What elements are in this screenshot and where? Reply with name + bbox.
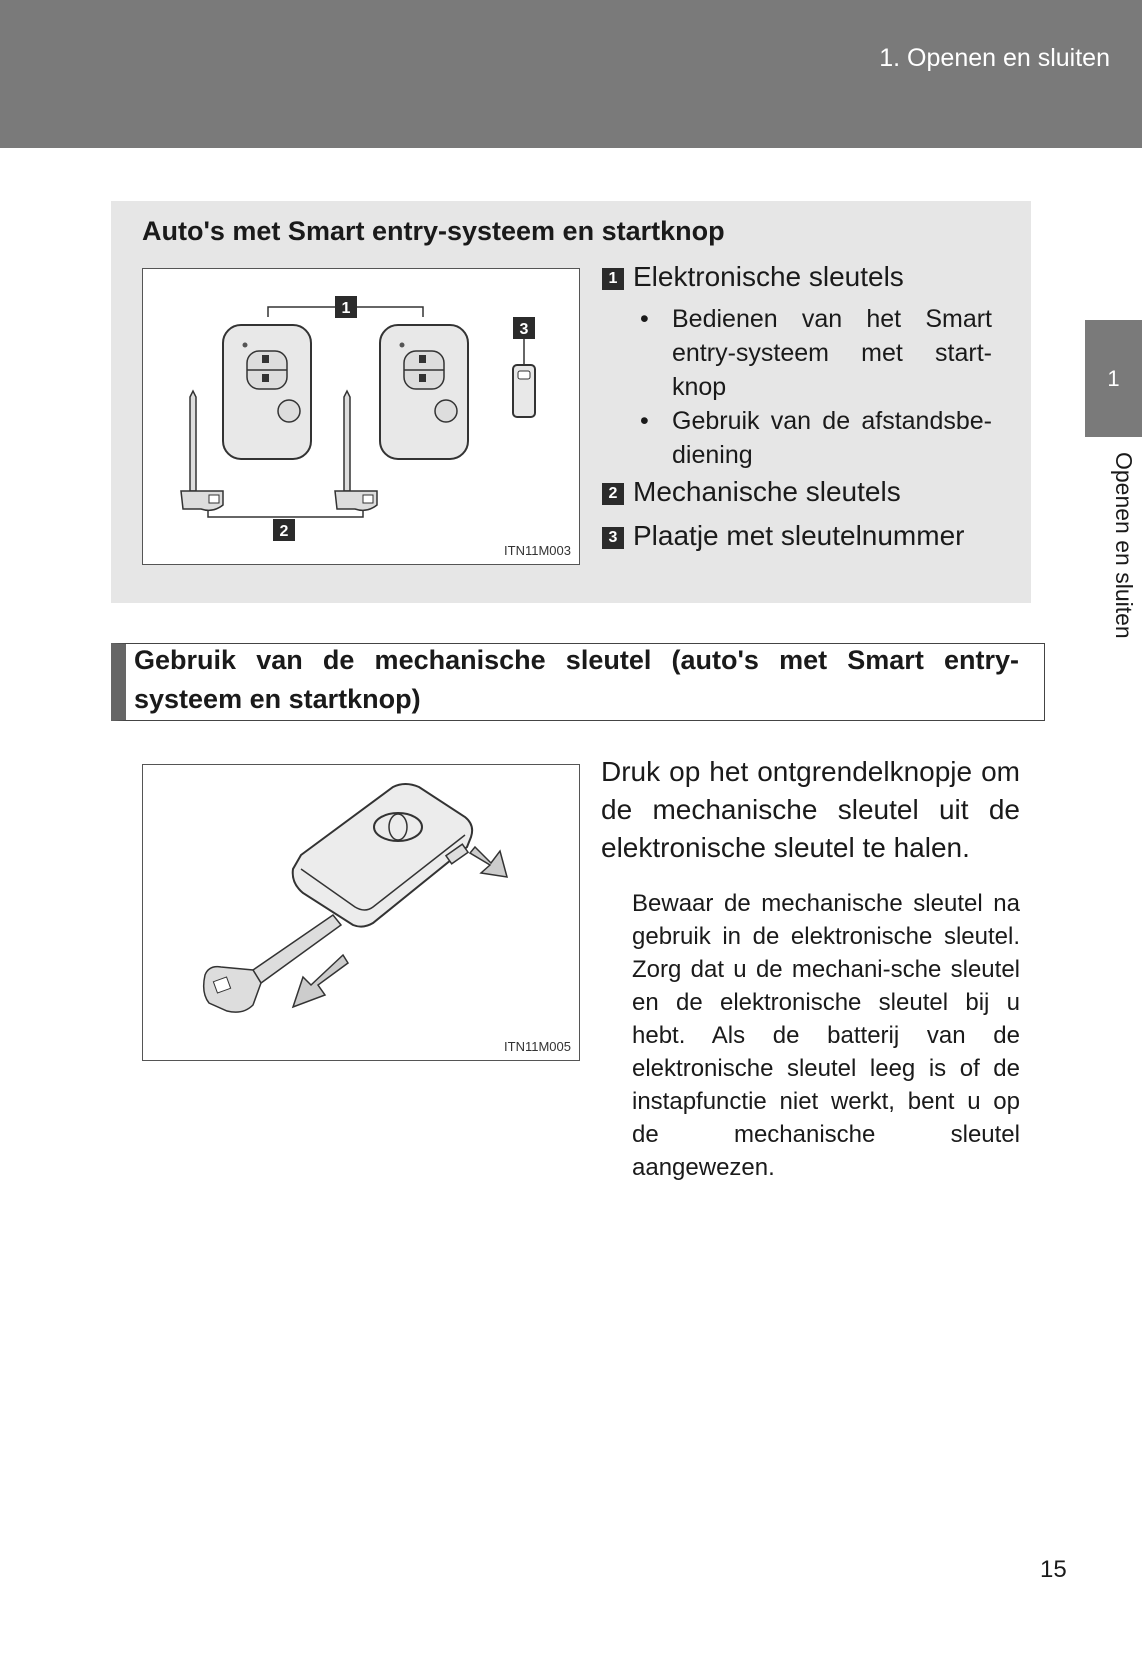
figure-id: ITN11M003: [504, 543, 571, 558]
chapter-tab-label: Openen en sluiten: [1111, 452, 1137, 639]
key-removal-illustration: [143, 765, 579, 1060]
chapter-tab: [1085, 320, 1142, 437]
callout-1-label: 1: [341, 300, 351, 317]
page-header: [0, 0, 1142, 148]
section-title: Gebruik van de mechanische sleutel (auto's met Smart entry-systeem en startknop): [134, 645, 1019, 714]
page-number: 15: [1040, 1556, 1067, 1583]
chapter-title: 1. Openen en sluiten: [879, 44, 1110, 72]
legend-number-3: 3: [602, 527, 624, 549]
info-box-heading: Auto's met Smart entry-systeem en startknop: [142, 216, 725, 246]
keys-illustration: [143, 269, 579, 564]
legend-label-3: Plaatje met sleutelnummer: [633, 520, 965, 551]
chapter-tab-number: 1: [1107, 365, 1120, 391]
legend-item-1: [602, 261, 904, 293]
mechanical-key: [204, 915, 341, 1012]
list-item: • Gebruik van de afstandsbe-diening: [640, 404, 992, 472]
list-item: • Bedienen van het Smart entry-systeem met start-knop: [640, 302, 992, 404]
key-number-plate: [513, 365, 535, 417]
keys-figure: [142, 268, 580, 565]
callout-2-label: 2: [279, 523, 289, 540]
legend-label-1: Elektronische sleutels: [633, 261, 904, 292]
mechanical-key-right: [335, 391, 377, 510]
key-removal-figure: [142, 764, 580, 1061]
electronic-key-right: [380, 325, 468, 459]
mechanical-key-left: [181, 391, 223, 510]
callout-3-label: 3: [519, 321, 529, 338]
note-text: Bewaar de mechanische sleutel na gebruik in de elektronische sleutel. Zorg dat u de mechani-sche sleutel en de elektronische sleutel bij u hebt. Als de batterij van de elektronische sleutel leeg is of de instapfunctie niet werkt, bent u op de mechanische sleutel aangewezen.: [632, 890, 1020, 1181]
legend-item-2: [602, 476, 901, 508]
electronic-key: [293, 784, 472, 927]
legend-item-3: [602, 520, 964, 552]
legend-number-1: 1: [602, 268, 624, 290]
legend-number-2: 2: [602, 483, 624, 505]
instruction-text: Druk op het ontgrendelknopje om de mechanische sleutel uit de elektronische sleutel te halen.: [601, 756, 1020, 863]
electronic-key-left: [223, 325, 311, 459]
pull-arrow-icon: [293, 955, 348, 1007]
figure-id: ITN11M005: [504, 1039, 571, 1054]
push-arrow-icon: [470, 847, 507, 877]
feature-list: [640, 302, 992, 472]
legend-label-2: Mechanische sleutels: [633, 476, 901, 507]
